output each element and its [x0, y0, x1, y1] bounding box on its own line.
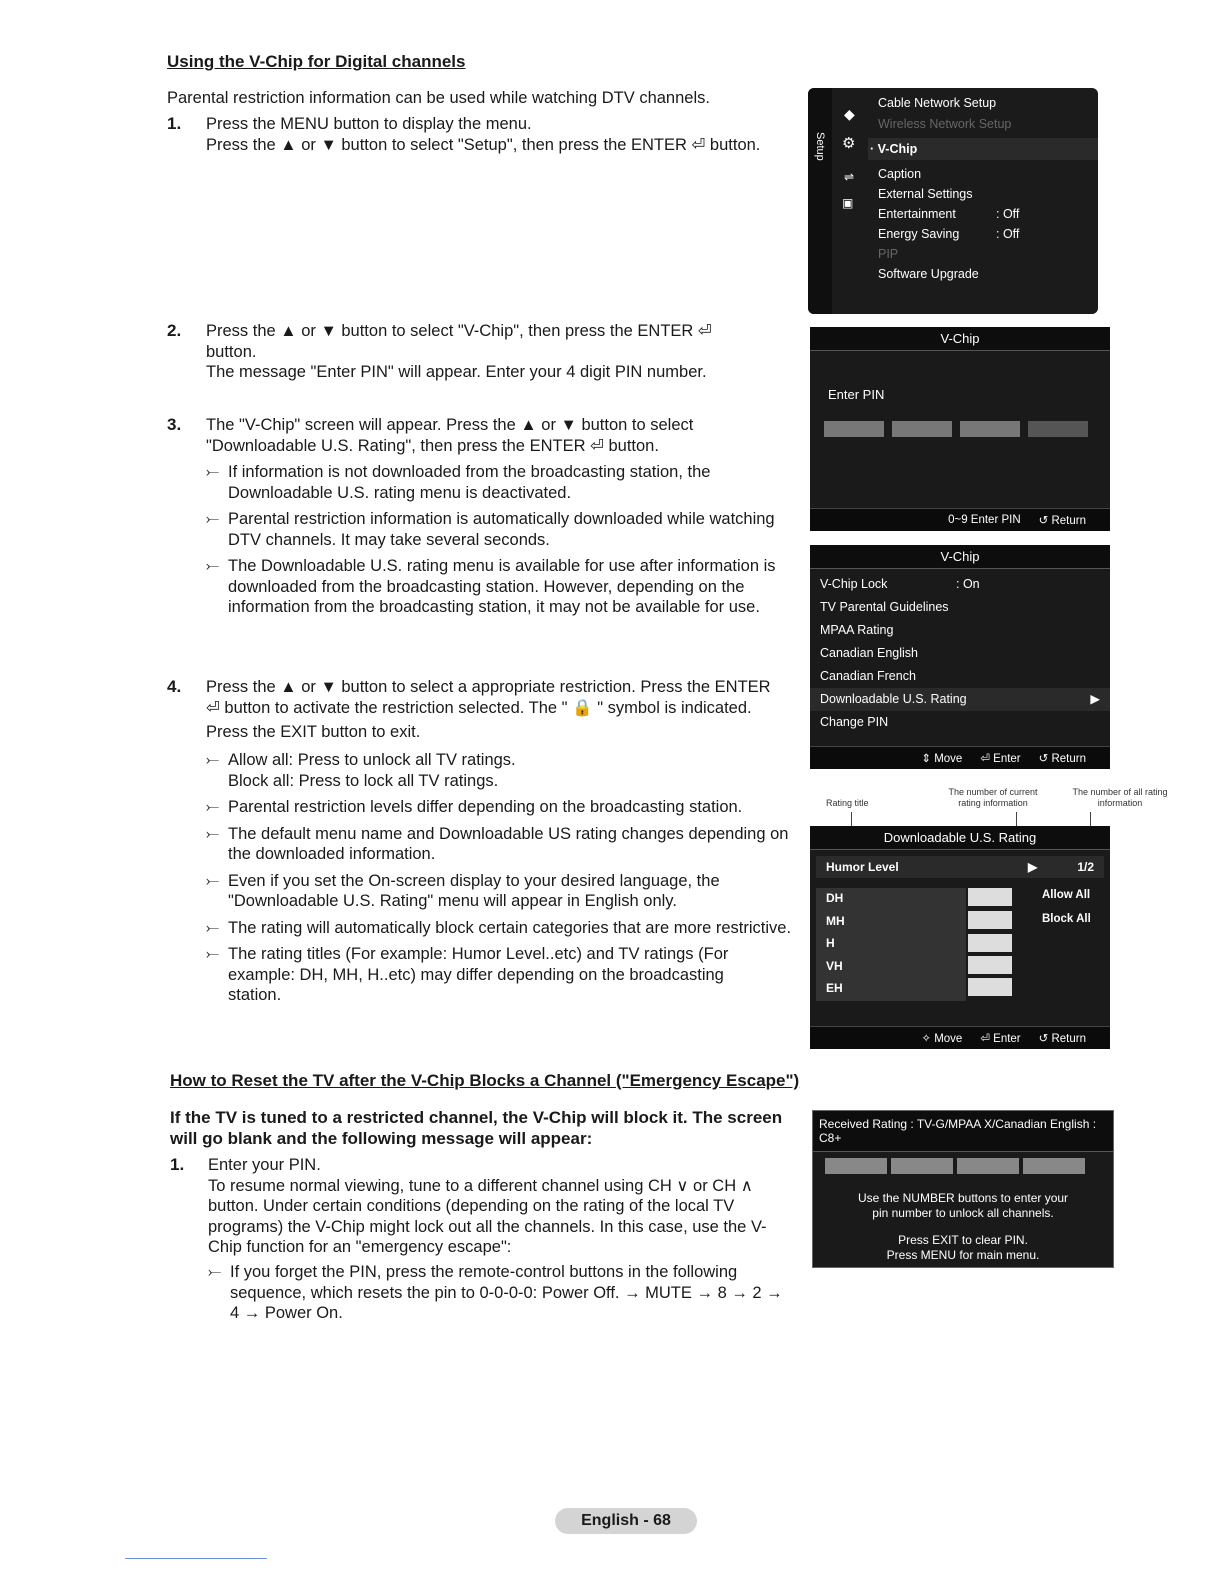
rating-title-label: Humor Level: [826, 860, 899, 874]
note-arrow-icon: ⤚: [206, 798, 220, 816]
pin-boxes: [813, 1152, 1113, 1183]
exit-instruction: Press EXIT to clear PIN.: [898, 1233, 1028, 1247]
menu-item-label: Wireless Network Setup: [878, 117, 1012, 131]
unlock-instruction: Use the NUMBER buttons to enter your pin number to unlock all channels.: [857, 1191, 1069, 1220]
step-2-text: [206, 321, 796, 383]
received-rating-text: Received Rating : TV-G/MPAA X/Canadian English : C8+: [813, 1111, 1113, 1152]
step-number: 2.: [167, 321, 182, 340]
step-line: Press the ▲ or ▼ button to select "Setup", then press the ENTER ⏎ button.: [206, 135, 761, 154]
pin-digit-box[interactable]: [825, 1158, 887, 1174]
menu-item-value: : On: [956, 577, 980, 591]
caption-rating-title: Rating title: [826, 798, 869, 808]
intro-text: Parental restriction information can be used while watching DTV channels.: [167, 89, 710, 107]
menu-item[interactable]: [810, 596, 1110, 619]
setup-side-tab: [808, 88, 832, 314]
step-line: The message "Enter PIN" will appear. Enter your 4 digit PIN number.: [206, 363, 707, 381]
note-arrow-icon: ⤚: [206, 751, 220, 769]
note-text: The default menu name and Downloadable US rating changes depending on the downloaded information.: [228, 824, 789, 863]
step-number: 1.: [170, 1155, 185, 1174]
menu-item-label: Canadian English: [820, 646, 918, 660]
pin-digit-box[interactable]: [824, 421, 884, 437]
menu-item-selected[interactable]: [810, 688, 1110, 711]
footer-hint: ⏎ Enter: [980, 753, 1021, 765]
screen-title: V-Chip: [810, 545, 1110, 569]
step-line: Enter your PIN.: [208, 1156, 321, 1174]
rating-lock-box[interactable]: [968, 978, 1012, 996]
step-1-text: [206, 114, 796, 155]
blocked-channel-screen: [812, 1110, 1114, 1268]
pin-boxes: [824, 421, 1096, 440]
input-icon: ⇌: [844, 170, 855, 184]
caption-all-number: The number of all rating information: [1072, 787, 1168, 808]
menu-item-label: External Settings: [878, 187, 973, 201]
block-all-button[interactable]: Block All: [1042, 913, 1091, 925]
note-text: If you forget the PIN, press the remote-control buttons in the following sequence, which resets the pin to 0-0-0-0: Power Off. → MUTE → 8 → 2 → 4 → Power On.: [230, 1263, 783, 1322]
footer-hint: ⇕ Move: [921, 753, 963, 765]
menu-item-label: Energy Saving: [878, 227, 960, 241]
step-line: Press the ▲ or ▼ button to select a appropriate restriction. Press the ENTER: [206, 678, 771, 696]
menu-item[interactable]: [868, 184, 1098, 204]
menu-item-label: Cable Network Setup: [878, 96, 997, 110]
rating-row[interactable]: DH: [816, 888, 966, 911]
note-arrow-icon: ⤚: [206, 918, 220, 937]
emergency-lead-text: If the TV is tuned to a restricted channel, the V-Chip will block it. The screen will go blank and the following message will appear:: [170, 1108, 783, 1148]
pin-digit-box[interactable]: [892, 421, 952, 437]
step-4-notes: [206, 750, 794, 1006]
picture-icon: ◆: [844, 106, 855, 122]
screen-title: V-Chip: [810, 327, 1110, 351]
menu-item[interactable]: [810, 642, 1110, 665]
pin-digit-box[interactable]: [960, 421, 1020, 437]
menu-instruction: Press MENU for main menu.: [886, 1248, 1040, 1262]
note-arrow-icon: ⤚: [206, 871, 220, 890]
step-line: The "V-Chip" screen will appear. Press the ▲ or ▼ button to select: [206, 416, 694, 434]
note-text: If information is not downloaded from the broadcasting station, the Downloadable U.S. rating menu is deactivated.: [228, 463, 711, 502]
menu-item[interactable]: [810, 711, 1110, 734]
setup-menu-screen: [808, 88, 1098, 314]
menu-item-label: TV Parental Guidelines: [820, 600, 949, 614]
rating-lock-box[interactable]: [968, 934, 1012, 952]
note-arrow-icon: ⤚: [206, 945, 220, 963]
rating-list: [816, 888, 966, 1001]
note-arrow-icon: ⤚: [206, 824, 220, 843]
setup-gear-icon: ⚙: [842, 135, 856, 152]
rating-row[interactable]: H: [816, 933, 966, 956]
pin-digit-box[interactable]: [891, 1158, 953, 1174]
vchip-menu-screen: [810, 545, 1110, 769]
note-text: Allow all: Press to unlock all TV ratings. Block all: Press to lock all TV ratings.: [228, 751, 516, 790]
screen-footer: [810, 508, 1110, 531]
menu-item[interactable]: [868, 244, 1098, 264]
menu-item[interactable]: [810, 573, 1110, 596]
menu-item-value: : Off: [996, 227, 1020, 241]
step-4-text: [206, 677, 798, 743]
note-text: The rating will automatically block certain categories that are more restrictive.: [228, 918, 792, 937]
pin-digit-box[interactable]: [1023, 1158, 1085, 1174]
step-line: ⏎ button to activate the restriction selected. The " 🔒 " symbol is indicated.: [206, 698, 752, 717]
menu-item-label: PIP: [878, 247, 899, 261]
section-heading-emergency-escape: How to Reset the TV after the V-Chip Blocks a Channel ("Emergency Escape"): [170, 1071, 800, 1090]
menu-item-label: V-Chip Lock: [820, 577, 888, 591]
enter-pin-screen: [810, 327, 1110, 531]
step-number: 1.: [167, 114, 182, 133]
rating-count: 1/2: [1077, 860, 1094, 874]
page-number-badge: English - 68: [555, 1508, 697, 1534]
note-arrow-icon: ⤚: [206, 510, 220, 528]
menu-item[interactable]: [868, 92, 1098, 114]
screen-footer: [810, 1026, 1110, 1049]
note-text: Even if you set the On-screen display to your desired language, the "Downloadable U.S. Rating" menu will appear in English only.: [228, 871, 720, 910]
setup-menu-list: [868, 92, 1098, 284]
footer-hint: ✧ Move: [921, 1033, 963, 1045]
menu-item-label: Software Upgrade: [878, 267, 979, 281]
menu-item-selected[interactable]: · V-Chip: [868, 138, 1098, 160]
allow-all-button[interactable]: Allow All: [1042, 889, 1091, 901]
step-number: 4.: [167, 677, 182, 696]
menu-item[interactable]: [868, 164, 1098, 184]
step-line: To resume normal viewing, tune to a different channel using CH ∨ or CH ∧ button. Under certain conditions (depending on the rating of the local TV programs) the V-Chip might lock out all the channels. In this case, use the V-Chip function for an "emergency escape":: [208, 1176, 767, 1256]
arrow-right-icon: ▶: [1028, 860, 1038, 874]
footer-hint: ↺ Return: [1038, 753, 1086, 765]
footer-hint: ↺ Return: [1038, 515, 1086, 527]
rating-lock-box[interactable]: [968, 956, 1012, 974]
caption-current-number: The number of current rating information: [948, 787, 1038, 808]
step-line: button.: [206, 342, 257, 361]
menu-item[interactable]: [868, 224, 1098, 244]
setup-side-label: Setup: [814, 132, 826, 161]
step-line: Press the EXIT button to exit.: [206, 723, 421, 741]
step-line: Press the ▲ or ▼ button to select "V-Chip", then press the ENTER ⏎: [206, 322, 712, 340]
support-icon: ▣: [842, 196, 854, 210]
step-3-notes: [206, 462, 788, 618]
rating-row[interactable]: VH: [816, 956, 966, 979]
rating-lock-box[interactable]: [968, 911, 1012, 929]
note-arrow-icon: ⤚: [206, 557, 220, 575]
menu-item-label: Change PIN: [820, 715, 889, 729]
menu-item-label: Caption: [878, 167, 922, 181]
menu-item-label: V-Chip: [877, 142, 918, 156]
menu-item[interactable]: [868, 204, 1098, 224]
note-text: The Downloadable U.S. rating menu is available for use after information is downloaded from the broadcasting station. However, depending on the information from the broadcasting station, it may not be available for use.: [228, 557, 776, 616]
vchip-menu-list: [810, 573, 1110, 734]
step-3-text: [206, 415, 796, 456]
arrow-right-icon: ▶: [1090, 692, 1100, 706]
rating-title-row[interactable]: [816, 856, 1104, 878]
note-text: The rating titles (For example: Humor Level..etc) and TV ratings (For example: DH, MH, H..etc) may differ depending on the broadcasting station.: [228, 945, 729, 1004]
note-arrow-icon: ⤚: [208, 1263, 222, 1281]
downloadable-rating-screen: [810, 826, 1110, 1049]
menu-item[interactable]: [868, 264, 1098, 284]
note-text: Parental restriction levels differ depending on the broadcasting station.: [228, 798, 743, 816]
menu-item-label: Entertainment: [878, 207, 956, 221]
footer-hint: ⏎ Enter: [980, 1033, 1021, 1045]
menu-item[interactable]: [810, 665, 1110, 688]
emergency-step-text: [208, 1155, 800, 1258]
step-number: 3.: [167, 415, 182, 434]
footer-rule: [125, 1558, 267, 1559]
menu-item-value: : Off: [996, 207, 1020, 221]
menu-item-label: Downloadable U.S. Rating: [820, 692, 967, 706]
section-heading-vchip-digital: Using the V-Chip for Digital channels: [167, 52, 466, 71]
menu-item[interactable]: [810, 619, 1110, 642]
menu-item-label: Canadian French: [820, 669, 916, 683]
enter-pin-label: Enter PIN: [828, 387, 885, 402]
emergency-note: [208, 1262, 788, 1324]
menu-item[interactable]: [868, 114, 1098, 134]
footer-hint: ↺ Return: [1038, 1033, 1086, 1045]
rating-lock-box[interactable]: [968, 888, 1012, 906]
pin-digit-box[interactable]: [957, 1158, 1019, 1174]
step-line: Press the MENU button to display the menu.: [206, 115, 532, 133]
menu-item-label: MPAA Rating: [820, 623, 894, 637]
rating-row[interactable]: EH: [816, 978, 966, 1001]
rating-row[interactable]: MH: [816, 911, 966, 934]
step-line: "Downloadable U.S. Rating", then press the ENTER ⏎ button.: [206, 436, 659, 455]
pin-digit-box[interactable]: [1028, 421, 1088, 437]
note-arrow-icon: ⤚: [206, 463, 220, 481]
screen-footer: [810, 746, 1110, 769]
screen-title: Downloadable U.S. Rating: [810, 826, 1110, 850]
footer-hint: 0~9 Enter PIN: [948, 514, 1021, 526]
note-text: Parental restriction information is automatically downloaded while watching DTV channels. It may take several seconds.: [228, 510, 775, 549]
